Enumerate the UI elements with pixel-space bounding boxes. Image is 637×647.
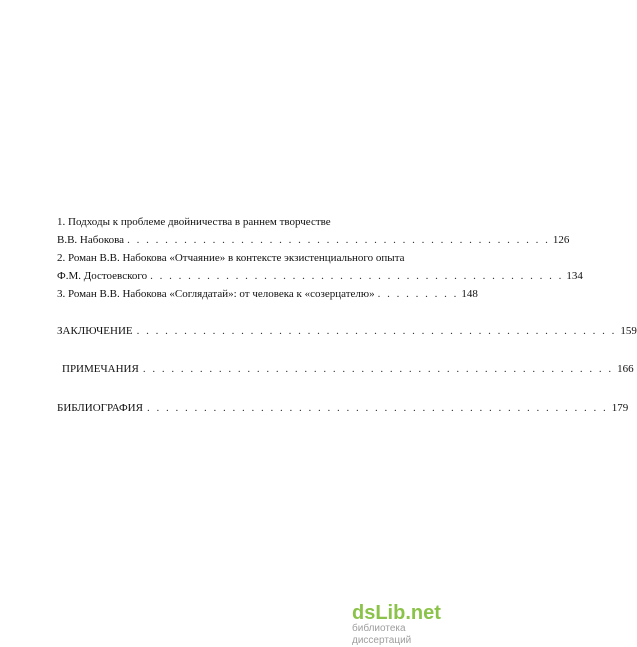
toc-notes-page: 166 <box>617 363 634 375</box>
toc-entry-2-title-end: Ф.М. Достоевского <box>57 270 148 282</box>
toc-entry-1-line1 <box>57 216 430 229</box>
toc-notes-title: ПРИМЕЧАНИЯ <box>62 363 139 375</box>
toc-leader-dots: . . . . . . . . . . . . . . . . . . . . . . . . . . . . . . . . . . . . . . . . . . . . . . . . . . . <box>136 325 617 337</box>
toc-conclusion-title: ЗАКЛЮЧЕНИЕ <box>57 325 133 337</box>
toc-leader-dots: . . . . . . . . . . . . . . . . . . . . . . . . . . . . . . . . . . . . . . . . . . . . <box>150 270 564 282</box>
toc-entry-1-heading: 1. Подходы к проблеме двойничества в раннем творчестве <box>57 216 331 228</box>
toc-conclusion-page: 159 <box>620 325 637 337</box>
toc-entry-notes[interactable] <box>62 363 634 375</box>
toc-entry-3-heading: 3. Роман В.В. Набокова «Соглядатай»: от человека к «созерцателю» <box>57 288 375 300</box>
toc-entry-1-title-end: В.В. Набокова <box>57 234 125 246</box>
toc-entry-2-line2[interactable] <box>57 270 583 283</box>
toc-entry-2-line1 <box>57 252 430 265</box>
dslib-subtitle: библиотека диссертаций <box>352 623 412 646</box>
toc-entry-conclusion[interactable] <box>57 325 637 337</box>
toc-bibliography-page: 179 <box>611 402 629 414</box>
toc-entry-2-heading: 2. Роман В.В. Набокова «Отчаяние» в контексте экзистенциального опыта <box>57 252 405 264</box>
toc-entry-bibliography[interactable] <box>57 402 629 414</box>
dslib-watermark <box>352 603 450 647</box>
table-of-contents <box>57 216 583 306</box>
toc-leader-dots: . . . . . . . . . . . . . . . . . . . . . . . . . . . . . . . . . . . . . . . . . . . . . . . . . <box>146 402 608 414</box>
toc-leader-dots: . . . . . . . . . . . . . . . . . . . . . . . . . . . . . . . . . . . . . . . . . . . . . . . . . . <box>142 363 614 375</box>
toc-leader-dots: . . . . . . . . . . . . . . . . . . . . . . . . . . . . . . . . . . . . . . . . . . . . . <box>127 234 550 246</box>
toc-entry-1-page: 126 <box>552 234 570 246</box>
dslib-logo: dsLib.net <box>352 602 441 624</box>
toc-bibliography-title: БИБЛИОГРАФИЯ <box>57 402 143 414</box>
toc-leader-dots: . . . . . . . . . <box>377 288 459 300</box>
toc-entry-1-line2[interactable] <box>57 234 570 247</box>
toc-entry-3-page: 148 <box>461 288 478 300</box>
toc-entry-3-line1[interactable] <box>57 288 478 301</box>
toc-entry-2-page: 134 <box>566 270 583 282</box>
